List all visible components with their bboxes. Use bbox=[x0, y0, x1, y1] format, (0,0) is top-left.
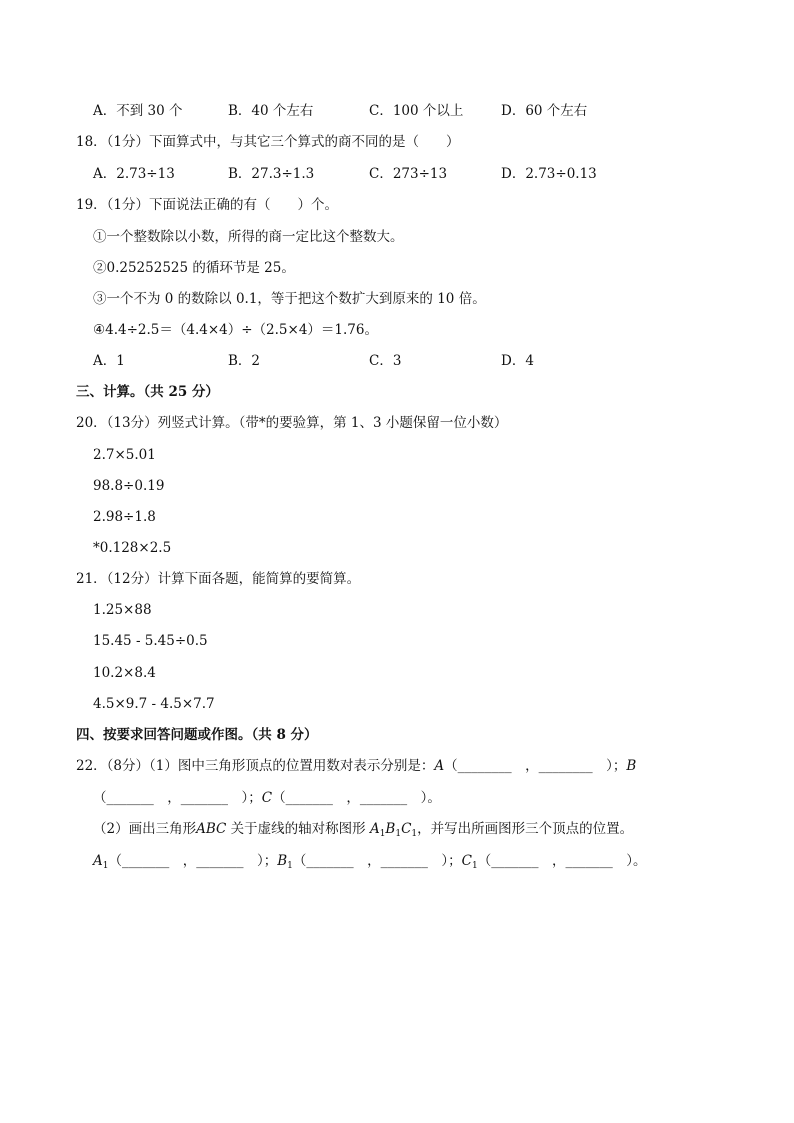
q17-option-c: C．100 个以上 bbox=[369, 103, 464, 119]
q22-part2-mid: 关于虚线的轴对称图形 bbox=[226, 821, 370, 837]
q18-option-d: D．2.73÷0.13 bbox=[501, 166, 597, 182]
q22-a1-sub: 1 bbox=[379, 829, 386, 839]
q19-stem: 19．（1分）下面说法正确的有（ ）个。 bbox=[76, 197, 339, 213]
q22-b1-blank: （_______ ，_______ ）； bbox=[292, 853, 462, 869]
q22-c1-label: C bbox=[461, 853, 472, 869]
q22-part2-line2 bbox=[93, 852, 646, 875]
q17-option-b: B．40 个左右 bbox=[228, 103, 314, 119]
q20-item-4: *0.128×2.5 bbox=[93, 540, 172, 556]
q19-statement-2: ②0.25252525 的循环节是 25。 bbox=[93, 260, 295, 276]
q19-statement-1: ①一个整数除以小数，所得的商一定比这个整数大。 bbox=[93, 229, 404, 245]
q22-a1-label-sub: 1 bbox=[102, 861, 109, 871]
q17-option-a: A．不到 30 个 bbox=[93, 103, 183, 119]
q18-option-c: C．273÷13 bbox=[369, 166, 448, 182]
q21-item-2: 15.45 - 5.45÷0.5 bbox=[93, 633, 208, 649]
q21-item-4: 4.5×9.7 - 4.5×7.7 bbox=[93, 696, 215, 712]
q22-vertex-b-blank: （_______ ，_______ ）； bbox=[93, 790, 262, 806]
q20-item-2: 98.8÷0.19 bbox=[93, 478, 165, 494]
q21-item-3: 10.2×8.4 bbox=[93, 665, 156, 681]
q21-item-1: 1.25×88 bbox=[93, 602, 152, 618]
q22-c1-letter: C bbox=[401, 821, 412, 837]
q17-option-d: D．60 个左右 bbox=[501, 103, 588, 119]
q22-b1-label-sub: 1 bbox=[287, 861, 293, 871]
q22-a1-blank: （_______ ，_______ ）； bbox=[108, 853, 278, 869]
section-4-title: 四、按要求回答问题或作图。（共 8 分） bbox=[76, 727, 318, 743]
q22-vertex-b-label: B bbox=[626, 758, 637, 774]
q22-b1-label: B bbox=[277, 853, 288, 869]
q20-stem: 20．（13分）列竖式计算。（带*的要验算，第 1、3 小题保留一位小数） bbox=[76, 415, 508, 431]
q22-a1-label: A bbox=[93, 853, 103, 869]
q19-option-a: A．1 bbox=[93, 353, 125, 369]
q22-part1-line2 bbox=[93, 789, 441, 807]
q22-triangle-abc: ABC bbox=[196, 821, 227, 837]
q22-part1-prefix: 22．（8分）（1）图中三角形顶点的位置用数对表示分别是： bbox=[76, 758, 435, 774]
q19-statement-4: ④4.4÷2.5＝（4.4×4）÷（2.5×4）＝1.76。 bbox=[93, 322, 378, 338]
q18-option-a: A．2.73÷13 bbox=[93, 166, 175, 182]
q18-stem: 18．（1分）下面算式中，与其它三个算式的商不同的是（ ） bbox=[76, 134, 460, 150]
q19-option-b: B．2 bbox=[228, 353, 261, 369]
q22-vertex-c-label: C bbox=[261, 790, 273, 806]
q22-vertex-c-blank: （_______ ，_______ ）。 bbox=[272, 790, 441, 806]
q20-item-1: 2.7×5.01 bbox=[93, 447, 156, 463]
q22-part1-line1 bbox=[76, 757, 636, 775]
q22-part2-prefix: （2）画出三角形 bbox=[93, 821, 197, 837]
q19-statement-3: ③一个不为 0 的数除以 0.1，等于把这个数扩大到原来的 10 倍。 bbox=[93, 291, 486, 307]
q22-b1-sub: 1 bbox=[395, 829, 402, 839]
q22-vertex-a-blank: （________ ，________ ）； bbox=[444, 758, 627, 774]
q19-option-c: C．3 bbox=[369, 353, 402, 369]
q18-option-b: B．27.3÷1.3 bbox=[228, 166, 315, 182]
section-3-title: 三、计算。（共 25 分） bbox=[76, 384, 219, 400]
q19-option-d: D．4 bbox=[501, 353, 534, 369]
q21-stem: 21．（12分）计算下面各题，能简算的要简算。 bbox=[76, 571, 361, 587]
q22-a1-letter: A bbox=[369, 821, 380, 837]
q22-c1-label-sub: 1 bbox=[471, 861, 478, 871]
q22-b1-letter: B bbox=[385, 821, 396, 837]
q22-c1-sub: 1 bbox=[411, 829, 418, 839]
q22-part2-suffix: ，并写出所画图形三个顶点的位置。 bbox=[417, 821, 634, 837]
q22-part2-line1 bbox=[93, 820, 633, 843]
q20-item-3: 2.98÷1.8 bbox=[93, 509, 156, 525]
q22-c1-blank: （_______ ，_______ ）。 bbox=[477, 853, 647, 869]
q22-vertex-a-label: A bbox=[434, 758, 445, 774]
